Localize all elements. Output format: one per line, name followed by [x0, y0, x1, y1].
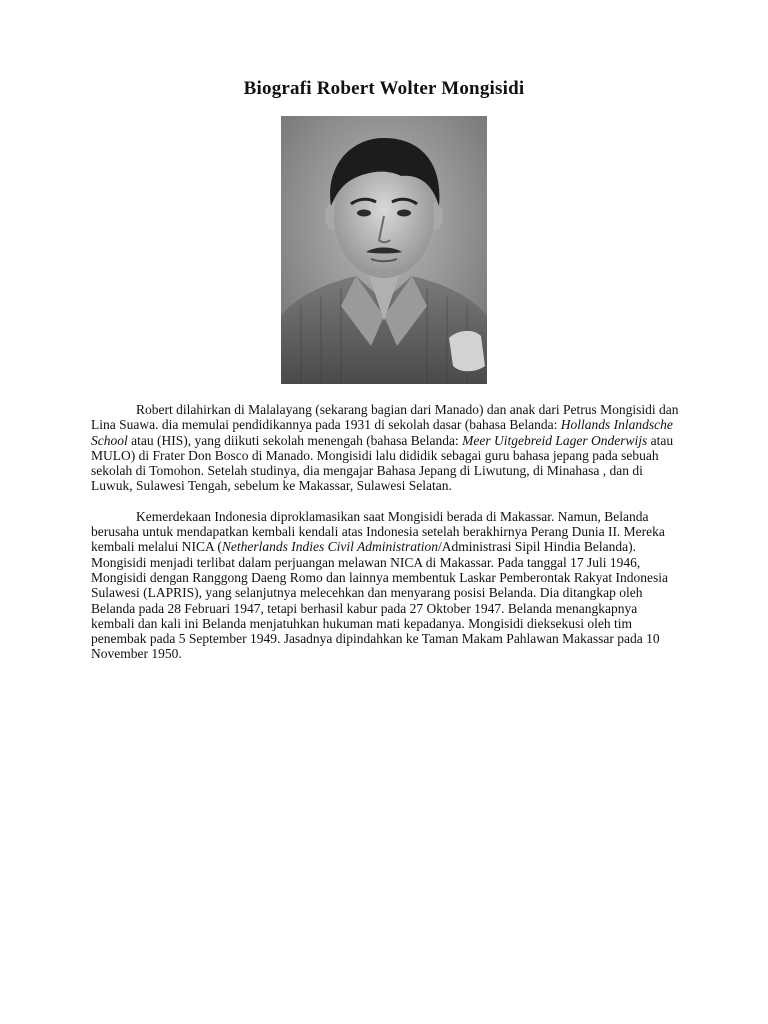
italic-term: Hollands Inlandsche School	[91, 417, 673, 448]
portrait-photo-graphic	[281, 116, 487, 384]
page-title: Biografi Robert Wolter Mongisidi	[243, 78, 525, 99]
portrait-photo	[281, 116, 487, 384]
biography-text	[91, 402, 681, 677]
paragraph-text: atau MULO) di Frater Don Bosco di Manado. Mongisidi lalu dididik sebagai guru bahasa jepang pada sebuah sekolah di Tomohon. Setelah studinya, dia mengajar Bahasa Jepang di Liwutung, di Minahasa , dan di Luwuk, Sulawesi Tengah, sebelum ke Makassar, Sulawesi Selatan.	[91, 432, 674, 494]
paragraph-text: /Administrasi Sipil Hindia Belanda). Mongisidi menjadi terlibat dalam perjuangan melawan NICA di Makassar. Pada tanggal 17 Juli 1946, Mongisidi dengan Ranggong Daeng Romo dan lainnya membentuk Laskar Pemberontak Rakyat Indonesia Sulawesi (LAPRIS), yang selanjutnya melecehkan dan menyarang posisi Belanda. Dia ditangkap oleh Belanda pada 28 Februari 1947, tetapi berhasil kabur pada 27 Oktober 1947. Belanda menangkapnya kembali dan kali ini Belanda menjatuhkan hukuman mati kepadanya. Mongisidi dieksekusi oleh tim penembak pada 5 September 1949. Jasadnya dipindahkan ke Taman Makam Pahlawan Makassar pada 10 November 1950.	[91, 539, 668, 662]
italic-term: Meer Uitgebreid Lager Onderwijs	[462, 432, 648, 448]
italic-term: Netherlands Indies Civil Administration	[221, 539, 438, 555]
paragraph-text: atau (HIS), yang diikuti sekolah menengah (bahasa Belanda:	[127, 432, 463, 448]
paragraph-text: Robert dilahirkan di Malalayang (sekarang bagian dari Manado) dan anak dari Petrus Mongisidi dan Lina Suawa. dia memulai pendidikannya pada 1931 di sekolah dasar (bahasa Belanda:	[91, 402, 679, 433]
paragraph-text: Kemerdekaan Indonesia diproklamasikan saat Mongisidi berada di Makassar. Namun, Belanda berusaha untuk mendapatkan kembali kendali atas Indonesia setelah berakhirnya Perang Dunia II. Mereka kembali melalui NICA (	[91, 508, 665, 555]
paragraph-early-life	[91, 402, 681, 494]
paragraph-struggle	[91, 509, 681, 662]
